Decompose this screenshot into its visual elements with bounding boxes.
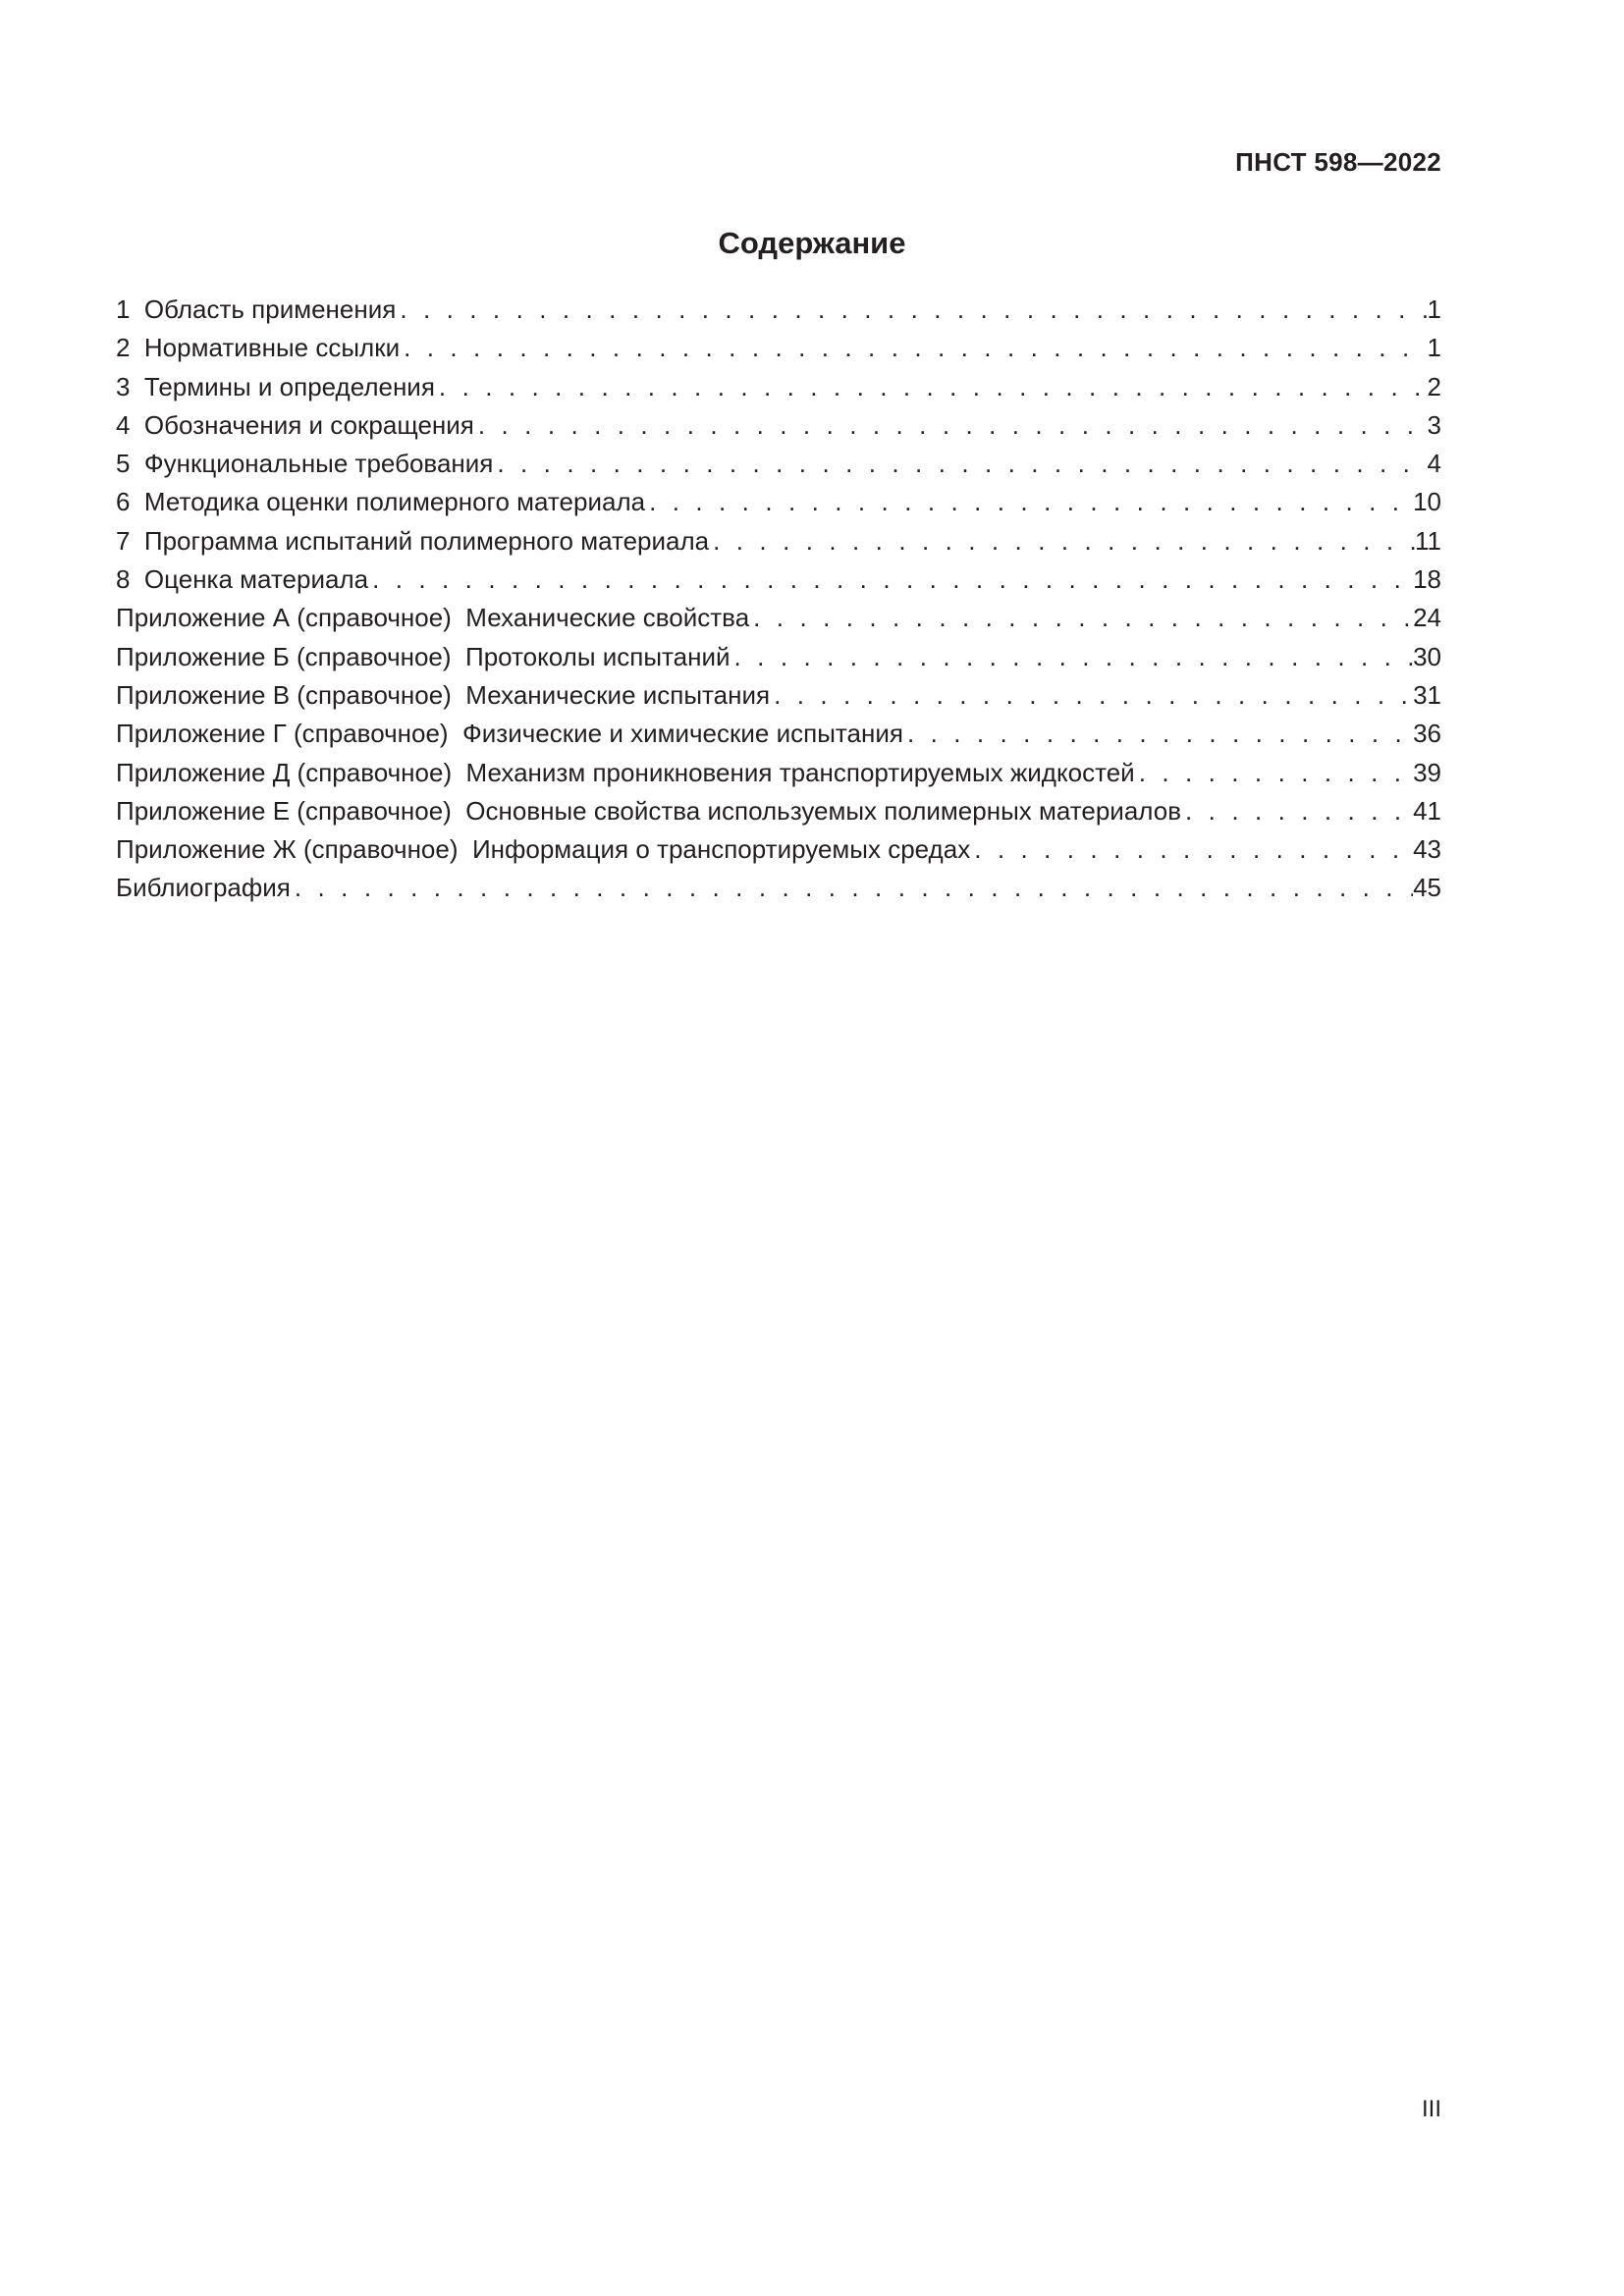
- toc-entry-page: 39: [1413, 757, 1441, 787]
- toc-entry-page: 43: [1413, 834, 1441, 865]
- toc-entry-label: 5 Функциональные требования: [116, 449, 494, 479]
- toc-entry-label: 4 Обозначения и сокращения: [116, 409, 474, 440]
- toc-entry-functional-requirements[interactable]: [116, 445, 1441, 483]
- toc-entry-label: 7 Программа испытаний полимерного материала: [116, 525, 710, 556]
- toc-entry-page: 1: [1427, 333, 1441, 363]
- toc-leader-dots: [907, 715, 1413, 753]
- toc-entry-terms[interactable]: [116, 368, 1441, 406]
- toc-entry-label: Приложение Е (справочное) Основные свойства используемых полимерных материалов: [116, 795, 1182, 826]
- toc-entry-page: 45: [1413, 873, 1441, 903]
- toc-entry-page: 18: [1413, 564, 1441, 595]
- toc-entry-appendix-g[interactable]: [116, 715, 1441, 753]
- toc-entry-page: 4: [1427, 449, 1441, 479]
- toc-entry-page: 10: [1413, 487, 1441, 517]
- toc-entry-label: Приложение Б (справочное) Протоколы испытаний: [116, 641, 731, 671]
- toc-entry-page: 36: [1413, 719, 1441, 749]
- toc-leader-dots: [478, 406, 1428, 445]
- toc-leader-dots: [753, 599, 1413, 637]
- toc-leader-dots: [774, 676, 1413, 715]
- toc-leader-dots: [649, 483, 1413, 521]
- toc-entry-page: 3: [1427, 409, 1441, 440]
- toc-entry-page: 41: [1413, 795, 1441, 826]
- toc-entry-evaluation-method[interactable]: [116, 483, 1441, 521]
- toc-leader-dots: [734, 638, 1414, 676]
- toc-entry-appendix-b[interactable]: [116, 638, 1441, 676]
- toc-title: Содержание: [718, 226, 906, 260]
- toc-entry-label: 1 Область применения: [116, 294, 397, 324]
- toc-leader-dots: [404, 329, 1427, 367]
- toc-leader-dots: [439, 368, 1428, 406]
- toc-entry-appendix-v[interactable]: [116, 676, 1441, 715]
- toc-entry-label: Приложение В (справочное) Механические испытания: [116, 679, 771, 710]
- toc-entry-page: 2: [1427, 371, 1441, 401]
- toc-leader-dots: [1185, 792, 1413, 830]
- toc-entry-appendix-e[interactable]: [116, 792, 1441, 830]
- toc-entry-test-program[interactable]: [116, 522, 1441, 561]
- toc-entry-scope[interactable]: [116, 291, 1441, 329]
- toc-entry-label: 8 Оценка материала: [116, 564, 369, 595]
- toc-entry-abbreviations[interactable]: [116, 406, 1441, 445]
- toc-entry-label: Библиография: [116, 873, 291, 903]
- toc-entry-label: 6 Методика оценки полимерного материала: [116, 487, 646, 517]
- toc-entry-label: Приложение Ж (справочное) Информация о транспортируемых средах: [116, 834, 971, 865]
- toc-entry-label: Приложение Г (справочное) Физические и химические испытания: [116, 719, 903, 749]
- toc-entry-page: 1: [1427, 294, 1441, 324]
- toc-leader-dots: [400, 291, 1427, 329]
- toc-entry-label: Приложение А (справочное) Механические свойства: [116, 603, 750, 633]
- toc-leader-dots: [372, 561, 1413, 599]
- toc-entry-material-assessment[interactable]: [116, 561, 1441, 599]
- toc-entry-page: 24: [1413, 603, 1441, 633]
- toc-entry-page: 30: [1413, 641, 1441, 671]
- toc-leader-dots: [974, 830, 1413, 869]
- toc-leader-dots: [1139, 754, 1413, 792]
- toc-leader-dots: [713, 522, 1415, 561]
- toc-leader-dots: [497, 445, 1427, 483]
- toc-entry-appendix-d[interactable]: [116, 754, 1441, 792]
- page-number: III: [1421, 2096, 1441, 2122]
- toc-leader-dots: [295, 869, 1413, 907]
- toc-entry-label: 2 Нормативные ссылки: [116, 333, 401, 363]
- document-code: ПНСТ 598—2022: [1235, 147, 1441, 177]
- toc-entry-page: 31: [1413, 679, 1441, 710]
- toc-entry-normative-references[interactable]: [116, 329, 1441, 367]
- toc-entry-appendix-zh[interactable]: [116, 830, 1441, 869]
- toc-entry-bibliography[interactable]: [116, 869, 1441, 907]
- table-of-contents: [116, 291, 1441, 908]
- toc-entry-label: Приложение Д (справочное) Механизм проникновения транспортируемых жидкостей: [116, 757, 1135, 787]
- toc-entry-appendix-a[interactable]: [116, 599, 1441, 637]
- toc-entry-label: 3 Термины и определения: [116, 371, 435, 401]
- toc-entry-page: 11: [1415, 525, 1441, 556]
